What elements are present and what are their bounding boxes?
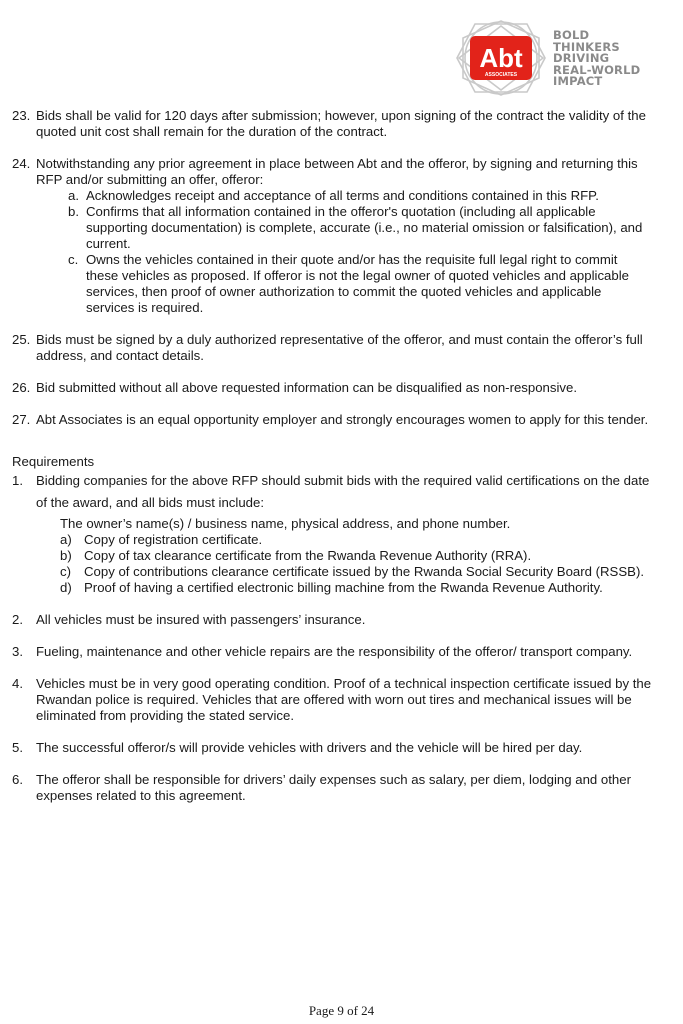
clause-text: Bid submitted without all above requested information can be disqualified as non-responsive.: [36, 380, 578, 395]
requirement-sub-item: [12, 564, 652, 580]
requirement-sub-label: c): [60, 564, 71, 579]
clause-23: [12, 108, 652, 140]
tagline-line: IMPACT: [553, 74, 603, 88]
requirement-sub-item: [12, 580, 652, 596]
abt-logo-subtext: ASSOCIATES: [484, 72, 518, 78]
requirement-number: 6.: [12, 772, 23, 787]
requirement-item: [12, 612, 652, 628]
tagline-line: DRIVING: [553, 51, 610, 65]
sub-item-text: Confirms that all information contained in the offeror's quotation (including all applicable supporting documentation) is complete, accurate (i.e., no material omission or falsification), and current.: [86, 204, 643, 251]
requirements-heading: Requirements: [12, 454, 95, 469]
clause-number: 24.: [12, 156, 31, 171]
clause-text: Bids shall be valid for 120 days after submission; however, upon signing of the contract the validity of the quoted unit cost shall remain for the duration of the contract.: [36, 108, 646, 139]
clause-text: Abt Associates is an equal opportunity employer and strongly encourages women to apply for this tender.: [36, 412, 649, 427]
requirement-number: 1.: [12, 473, 23, 488]
requirement-sub-text: Proof of having a certified electronic billing machine from the Rwanda Revenue Authority.: [84, 580, 603, 595]
requirement-number: 3.: [12, 644, 23, 659]
requirement-text: Fueling, maintenance and other vehicle repairs are the responsibility of the offeror/ transport company.: [36, 644, 633, 659]
requirement-1-sublist: [12, 532, 652, 596]
clause-number: 26.: [12, 380, 31, 395]
clause-number: 25.: [12, 332, 31, 347]
requirement-item: [12, 772, 652, 804]
clause-27: [12, 412, 652, 428]
tagline-line: BOLD: [553, 28, 590, 42]
requirement-text: All vehicles must be insured with passengers’ insurance.: [36, 612, 366, 627]
clause-24-sublist: [12, 188, 652, 316]
owner-details-line: The owner’s name(s) / business name, physical address, and phone number.: [60, 516, 511, 531]
abt-logo-text: Abt: [479, 43, 523, 73]
clause-number: 27.: [12, 412, 31, 427]
tagline-line: THINKERS: [553, 39, 620, 54]
requirement-text: Vehicles must be in very good operating condition. Proof of a technical inspection certificate issued by the Rwandan police is required. Vehicles that are offered with worn out tires and mechanical issues will be eliminated from providing the stated service.: [36, 676, 652, 723]
requirement-text: Bidding companies for the above RFP should submit bids with the required valid certifications on the date of the award, and all bids must include:: [36, 473, 650, 510]
abt-logo: [455, 18, 655, 98]
clause-26: [12, 380, 652, 396]
requirement-sub-text: Copy of registration certificate.: [84, 532, 263, 547]
requirement-number: 4.: [12, 676, 23, 691]
requirement-text: The successful offeror/s will provide vehicles with drivers and the vehicle will be hired per day.: [36, 740, 583, 755]
logo-tagline: [553, 30, 640, 88]
requirement-sub-label: a): [60, 532, 72, 547]
requirement-text: The offeror shall be responsible for drivers’ daily expenses such as salary, per diem, lodging and other expenses related to this agreement.: [36, 772, 631, 803]
sub-item-label: b.: [68, 204, 79, 219]
requirement-sub-text: Copy of contributions clearance certificate issued by the Rwanda Social Security Board (RSSB).: [84, 564, 645, 579]
sub-item-text: Acknowledges receipt and acceptance of all terms and conditions contained in this RFP.: [86, 188, 599, 203]
requirement-sub-item: [12, 532, 652, 548]
requirement-sub-label: b): [60, 548, 72, 563]
requirement-sub-text: Copy of tax clearance certificate from the Rwanda Revenue Authority (RRA).: [84, 548, 532, 563]
sub-item-text: Owns the vehicles contained in their quote and/or has the requisite full legal right to commit these vehicles as proposed. If offeror is not the legal owner of quoted vehicles and applicable services, then proof of owner authorization to commit the quoted vehicles and applicable services is required.: [86, 252, 629, 315]
clause-text: Notwithstanding any prior agreement in place between Abt and the offeror, by signing and returning this RFP and/or submitting an offer, offeror:: [36, 156, 638, 187]
requirement-number: 2.: [12, 612, 23, 627]
sub-item-label: a.: [68, 188, 79, 203]
requirements-list: [12, 612, 652, 804]
page-number-footer: Page 9 of 24: [308, 1003, 375, 1018]
sub-item-label: c.: [68, 252, 79, 267]
requirement-1: [12, 470, 652, 514]
abt-logo-mark: [455, 18, 547, 98]
requirement-item: [12, 740, 652, 756]
tagline-line: REAL-WORLD: [553, 62, 641, 77]
requirement-item: [12, 676, 652, 724]
requirement-item: [12, 644, 652, 660]
requirement-sub-item: [12, 548, 652, 564]
sub-item: [12, 188, 652, 204]
document-body: [12, 108, 652, 820]
clause-text: Bids must be signed by a duly authorized representative of the offeror, and must contain the offeror’s full address, and contact details.: [36, 332, 643, 363]
sub-item: [12, 204, 652, 252]
requirement-sub-label: d): [60, 580, 72, 595]
clause-25: [12, 332, 652, 364]
sub-item: [12, 252, 652, 316]
clause-24: [12, 156, 652, 188]
clause-number: 23.: [12, 108, 31, 123]
requirement-number: 5.: [12, 740, 23, 755]
